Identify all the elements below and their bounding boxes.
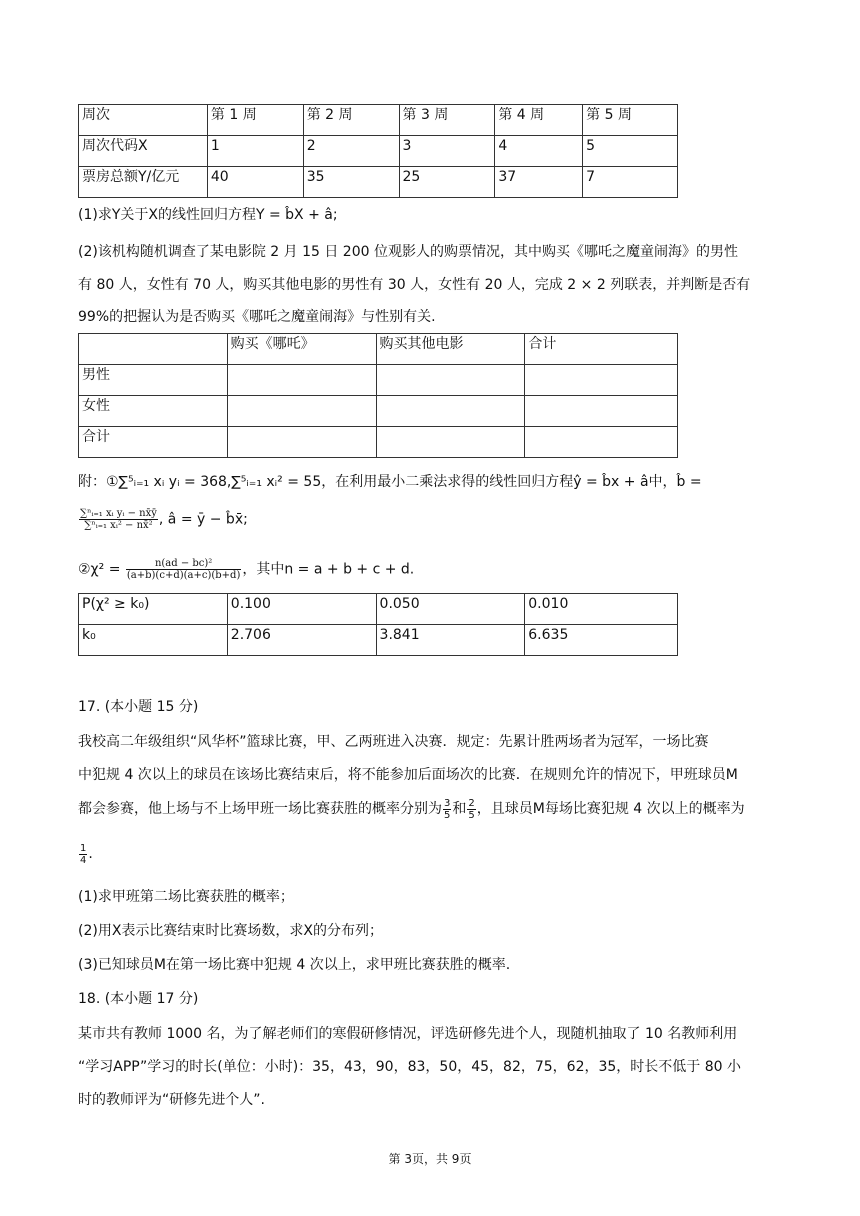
table-cell: 周次 — [79, 105, 208, 136]
table-cell: 第 2 周 — [303, 105, 399, 136]
table-cell: 第 5 周 — [583, 105, 678, 136]
q18-heading: 18. (本小题 17 分) — [78, 991, 199, 1007]
table-cell: 25 — [399, 167, 495, 198]
appendix-line1: 附：①∑⁵ᵢ₌₁ xᵢ yᵢ = 368,∑⁵ᵢ₌₁ xᵢ² = 55，在利用最小二乘法求得的线性回归方程ŷ = b̂x + â中，b̂ = — [78, 474, 702, 490]
appendix-line2 — [78, 508, 248, 531]
fraction-denominator: (a+b)(c+d)(a+c)(b+d) — [126, 570, 241, 581]
table-cell: 2.706 — [227, 625, 376, 656]
table-cell: 3 — [399, 136, 495, 167]
table-cell: 合计 — [525, 334, 678, 365]
contingency-table — [78, 333, 678, 458]
table-cell: 37 — [495, 167, 583, 198]
table-cell: 0.010 — [525, 594, 678, 625]
table-cell: 男性 — [79, 365, 228, 396]
q17-line3-b: 和 — [452, 801, 467, 817]
table-cell: k₀ — [79, 625, 228, 656]
table-cell: 购买其他电影 — [376, 334, 525, 365]
q17-line4-tail: . — [88, 846, 93, 862]
table-cell: 第 3 周 — [399, 105, 495, 136]
table-cell: 3.841 — [376, 625, 525, 656]
table-cell: 35 — [303, 167, 399, 198]
table-row — [79, 594, 678, 625]
table-cell: P(χ² ≥ k₀) — [79, 594, 228, 625]
table-cell: 合计 — [79, 427, 228, 458]
appendix-line2-tail: , â = ȳ − b̂x̄; — [158, 511, 248, 528]
q17-line3-a: 都会参赛，他上场与不上场甲班一场比赛获胜的概率分别为 — [78, 801, 442, 817]
table-cell: 购买《哪吒》 — [227, 334, 376, 365]
q16-part2-line1: (2)该机构随机调查了某电影院 2 月 15 日 200 位观影人的购票情况，其中购买《哪吒之魔童闹海》的男性 — [78, 244, 738, 260]
table-cell: 7 — [583, 167, 678, 198]
fraction-two-fifths — [467, 798, 475, 821]
table-row — [79, 625, 678, 656]
q17-part1: (1)求甲班第二场比赛获胜的概率； — [78, 889, 294, 905]
fraction-numerator: ∑ⁿᵢ₌₁ xᵢ yᵢ − nx̄ȳ — [80, 508, 157, 519]
fraction-denominator: 5 — [444, 809, 451, 821]
table-row — [79, 396, 678, 427]
table-row — [79, 105, 678, 136]
page-footer: 第 3页，共 9页 — [388, 1152, 472, 1166]
chi-fraction — [126, 558, 241, 581]
table-cell — [376, 365, 525, 396]
table-cell: 1 — [207, 136, 303, 167]
q16-part2-line3: 99%的把握认为是否购买《哪吒之魔童闹海》与性别有关. — [78, 309, 436, 325]
q16-part1: (1)求Y关于X的线性回归方程Y = b̂X + â; — [78, 207, 338, 223]
table-cell — [525, 427, 678, 458]
chi-prefix: ②χ² = — [78, 561, 121, 578]
fraction-numerator: 1 — [80, 842, 87, 854]
table-cell: 4 — [495, 136, 583, 167]
appendix-chi-line — [78, 558, 414, 581]
q17-part2: (2)用X表示比赛结束时比赛场数，求X的分布列； — [78, 923, 384, 939]
table-row — [79, 136, 678, 167]
table-cell: 周次代码X — [79, 136, 208, 167]
q18-line3: 时的教师评为“研修先进个人”. — [78, 1092, 265, 1108]
box-office-table — [78, 104, 678, 198]
bhat-fraction — [79, 508, 158, 531]
q17-heading: 17. (本小题 15 分) — [78, 699, 199, 715]
critical-value-table — [78, 593, 678, 656]
table-row — [79, 365, 678, 396]
table-cell: 40 — [207, 167, 303, 198]
table-cell: 票房总额Y/亿元 — [79, 167, 208, 198]
fraction-denominator: ∑ⁿᵢ₌₁ xᵢ² − nx̄² — [84, 520, 153, 531]
q17-line3-c: ，且球员M每场比赛犯规 4 次以上的概率为 — [476, 801, 745, 817]
fraction-numerator: 2 — [468, 797, 475, 809]
table-cell: 女性 — [79, 396, 228, 427]
table-cell: 2 — [303, 136, 399, 167]
fraction-denominator: 5 — [468, 809, 475, 821]
table-row — [79, 427, 678, 458]
table-cell: 0.050 — [376, 594, 525, 625]
table-cell — [227, 396, 376, 427]
table-cell — [376, 396, 525, 427]
q17-line1: 我校高二年级组织“风华杯”篮球比赛，甲、乙两班进入决赛．规定：先累计胜两场者为冠军，一场比赛 — [78, 734, 709, 750]
table-cell — [79, 334, 228, 365]
table-cell: 6.635 — [525, 625, 678, 656]
table-row — [79, 167, 678, 198]
table-cell: 0.100 — [227, 594, 376, 625]
table-cell: 5 — [583, 136, 678, 167]
table-cell: 第 4 周 — [495, 105, 583, 136]
fraction-one-quarter — [79, 843, 87, 866]
table-row — [79, 334, 678, 365]
fraction-numerator: n(ad − bc)² — [126, 558, 241, 570]
table-cell — [525, 396, 678, 427]
chi-tail: ，其中n = a + b + c + d. — [242, 561, 415, 578]
table-cell: 第 1 周 — [207, 105, 303, 136]
q17-line4 — [78, 842, 93, 866]
q17-part3: (3)已知球员M在第一场比赛中犯规 4 次以上，求甲班比赛获胜的概率. — [78, 957, 511, 973]
table-cell — [376, 427, 525, 458]
fraction-denominator: 4 — [80, 854, 87, 866]
q17-line3 — [78, 796, 745, 822]
table-cell — [227, 365, 376, 396]
q18-line1: 某市共有教师 1000 名，为了解老师们的寒假研修情况，评选研修先进个人，现随机抽取了 10 名教师利用 — [78, 1026, 738, 1042]
table-cell — [227, 427, 376, 458]
fraction-three-fifths — [443, 798, 451, 821]
table-cell — [525, 365, 678, 396]
fraction-numerator: 3 — [444, 797, 451, 809]
q16-part2-line2: 有 80 人，女性有 70 人，购买其他电影的男性有 30 人，女性有 20 人，完成 2 × 2 列联表，并判断是否有 — [78, 277, 751, 293]
q17-line2: 中犯规 4 次以上的球员在该场比赛结束后，将不能参加后面场次的比赛．在规则允许的情况下，甲班球员M — [78, 767, 738, 783]
q18-line2: “学习APP”学习的时长(单位：小时)：35，43，90，83，50，45，82，75，62，35，时长不低于 80 小 — [78, 1059, 742, 1075]
